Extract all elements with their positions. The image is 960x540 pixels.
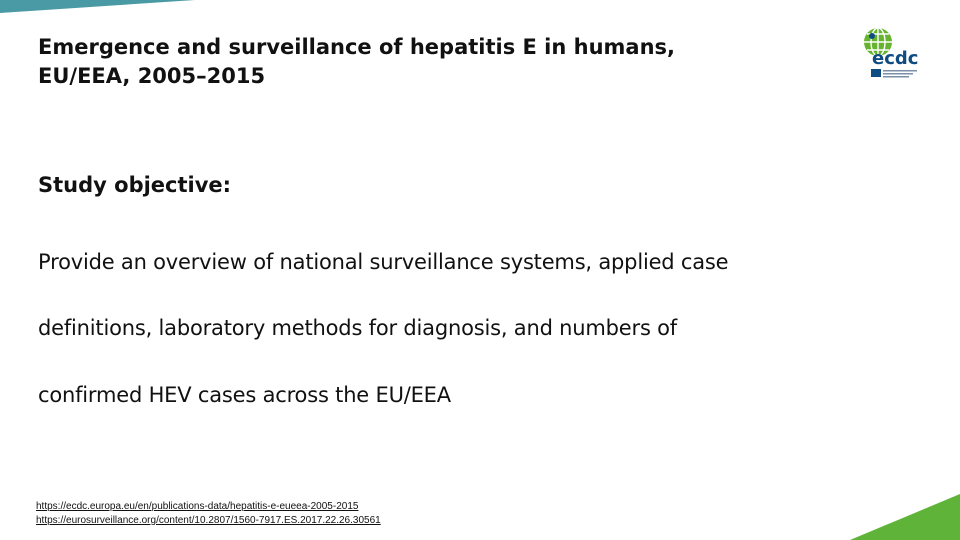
reference-link-eurosurveillance[interactable]: https://eurosurveillance.org/content/10.2807/1560-7917.ES.2017.22.26.30561	[36, 515, 381, 526]
bottom-accent-bar	[850, 494, 960, 540]
objective-line-2: definitions, laboratory methods for diagnosis, and numbers of	[38, 316, 677, 340]
objective-line-1: Provide an overview of national surveillance systems, applied case	[38, 250, 729, 274]
reference-link-ecdc[interactable]: https://ecdc.europa.eu/en/publications-data/hepatitis-e-eueea-2005-2015	[36, 501, 359, 512]
ecdc-logo-icon	[856, 26, 922, 82]
title-line-2: EU/EEA, 2005–2015	[38, 64, 266, 88]
title-line-1: Emergence and surveillance of hepatitis E in humans,	[38, 35, 676, 59]
slide-title	[38, 33, 838, 91]
study-objective-heading: Study objective:	[38, 173, 232, 197]
objective-line-3: confirmed HEV cases across the EU/EEA	[38, 383, 451, 407]
eu-flag-icon	[871, 69, 881, 77]
references	[36, 500, 381, 528]
top-accent-bar	[0, 0, 200, 14]
logo-wordmark: ecdc	[872, 48, 919, 69]
